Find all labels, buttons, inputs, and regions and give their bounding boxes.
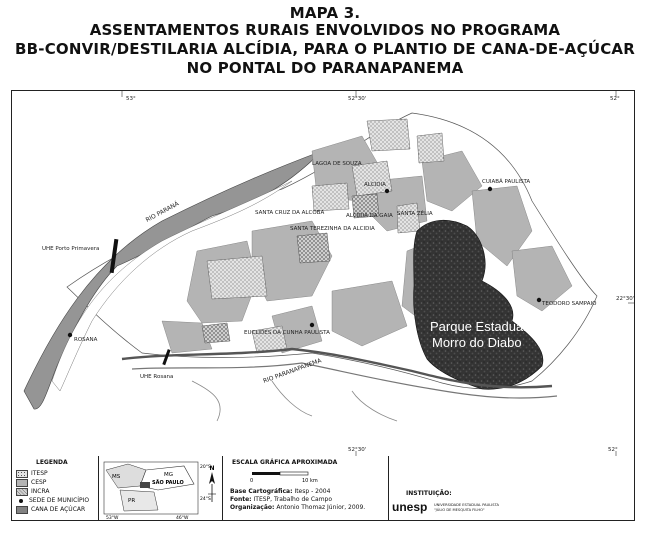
park-label-line1: Parque Estadual — [430, 319, 527, 334]
south-tributaries — [192, 381, 397, 421]
inset-sp: SÃO PAULO — [152, 480, 184, 486]
coord-bottom-right: 52° — [608, 447, 618, 453]
place-uhe-rosana: UHE Rosana — [140, 374, 174, 380]
legend-item-incra — [16, 487, 89, 496]
inset-lat1: 20°S — [200, 465, 211, 470]
place-alcidia: ALCIDIA — [364, 182, 386, 188]
coord-top-mid: 52°30' — [348, 96, 367, 102]
map-title-line2: BB-CONVIR/DESTILARIA ALCÍDIA, PARA O PLANTIO DE CANA-DE-AÇÚCAR — [15, 40, 635, 58]
inset-mg: MG — [164, 472, 174, 478]
map-title-line3: NO PONTAL DO PARANAPANEMA — [186, 59, 464, 77]
unesp-logo: unesp — [392, 500, 428, 514]
scale-bar — [222, 466, 388, 490]
place-santa-terezinha: SANTA TEREZINHA DA ALCIDIA — [290, 226, 375, 232]
map-number: MAPA 3. — [289, 4, 361, 22]
place-euclides: EUCLIDES DA CUNHA PAULISTA — [244, 330, 330, 336]
legend-swatch-cana — [16, 506, 28, 514]
legend-item-cana — [16, 505, 89, 514]
coord-right-mid: 22°30' — [616, 296, 634, 302]
inset-lon1: 53°W — [106, 516, 119, 520]
legend-item-cesp — [16, 478, 89, 487]
map-footer — [11, 456, 635, 521]
place-lagoa-souza: LAGOA DE SOUZA — [312, 161, 362, 167]
legend-label-cana: CANA DE AÇÚCAR — [31, 505, 86, 513]
river-parana-label: RIO PARANÁ — [144, 200, 181, 224]
inset-ms: MS — [112, 474, 121, 480]
map-frame — [11, 90, 635, 458]
credit-base: Base Cartográfica: Itesp - 2004 — [230, 488, 331, 495]
place-uhe-primavera: UHE Porto Primavera — [42, 246, 100, 252]
institution-box — [388, 456, 634, 520]
place-rosana: ROSANA — [74, 337, 98, 343]
legend-list — [16, 469, 89, 514]
place-santa-cruz: SANTA CRUZ DA ALCOBA — [255, 210, 325, 216]
scale-zero: 0 — [250, 478, 254, 484]
legend-label-cesp: CESP — [31, 478, 47, 486]
inset-map — [98, 456, 222, 520]
park-label-line2: Morro do Diabo — [432, 335, 522, 350]
coord-top-right: 52° — [610, 96, 620, 102]
scale-ten: 10 km — [302, 478, 318, 484]
legend-swatch-sede — [16, 498, 26, 504]
institution-subtitle: UNIVERSIDADE ESTADUAL PAULISTA "JÚLIO DE MESQUITA FILHO" — [434, 503, 499, 512]
svg-text:N: N — [209, 465, 215, 472]
legend-label-sede: SEDE DE MUNICÍPIO — [29, 496, 90, 504]
legend-item-sede — [16, 496, 89, 505]
place-teodoro: TEODORO SAMPAIO — [542, 301, 597, 307]
legend-swatch-itesp — [16, 470, 28, 478]
place-santa-zelia: SANTA ZÉLIA — [397, 211, 433, 217]
scale-title: ESCALA GRÁFICA APROXIMADA — [232, 459, 338, 466]
legend-swatch-cesp — [16, 479, 28, 487]
coord-bottom-mid: 52°30' — [348, 447, 367, 453]
inset-map-box — [98, 456, 223, 520]
inset-pr: PR — [128, 498, 136, 504]
place-cuiaba: CUIABÁ PAULISTA — [482, 179, 531, 185]
legend-box — [12, 456, 99, 520]
institution-title: INSTITUIÇÃO: — [406, 490, 452, 497]
credit-source: Fonte: ITESP, Trabalho de Campo — [230, 496, 333, 503]
scale-box — [222, 456, 389, 520]
inset-lat2: 24°S — [200, 497, 211, 502]
credit-org: Organização: Antonio Thomaz Júnior, 2009. — [230, 504, 366, 511]
inset-lon2: 46°W — [176, 516, 189, 520]
map-canvas — [12, 91, 634, 457]
river-paranapanema-label: RIO PARANAPANEMA — [262, 357, 323, 385]
legend-label-incra: INCRA — [31, 487, 50, 495]
map-title-line1: ASSENTAMENTOS RURAIS ENVOLVIDOS NO PROGRAMA — [89, 21, 561, 39]
legend-label-itesp: ITESP — [31, 469, 48, 477]
legend-item-itesp — [16, 469, 89, 478]
coord-top-left: 53° — [126, 96, 136, 102]
legend-title: LEGENDA — [36, 459, 68, 466]
legend-swatch-incra — [16, 488, 28, 496]
place-alcidia-gaia: ALCIDIA DA GAIA — [346, 213, 393, 219]
